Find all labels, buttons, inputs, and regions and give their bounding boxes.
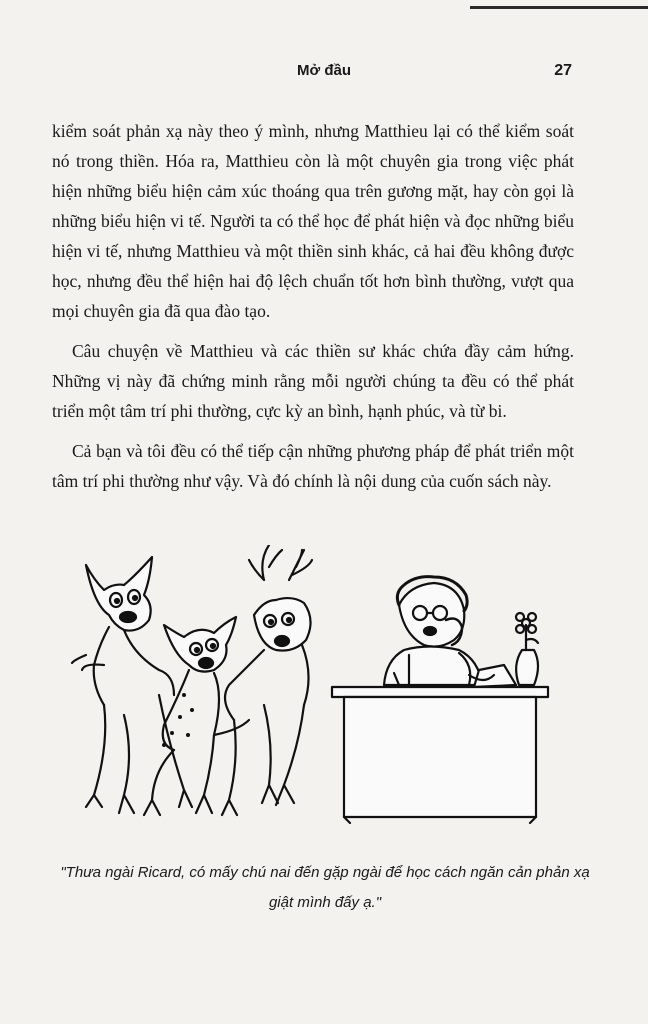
body-text — [52, 116, 574, 506]
cartoon-illustration — [64, 545, 554, 845]
top-rule — [470, 6, 648, 9]
paragraph: Cả bạn và tôi đều có thể tiếp cận những phương pháp để phát triển một tâm trí phi thường như vậy. Và đó chính là nội dung của cuốn sách này. — [52, 441, 574, 491]
flower-vase — [516, 613, 538, 685]
deer-left — [72, 557, 192, 813]
paragraph: kiểm soát phản xạ này theo ý mình, nhưng Matthieu lại có thể kiểm soát nó trong thiền. Hóa ra, Matthieu còn là một chuyên gia trong việc phát hiện những biểu hiện cảm xúc thoáng qua trên gương mặt, hay còn gọi là những biểu hiện vi tế. Người ta có thể học để phát hiện và đọc những biểu hiện vi tế, nhưng Matthieu và một thiền sinh khác, cả hai đều không được học, nhưng đều thể hiện hai độ lệch chuẩn tốt hơn bình thường, vượt qua mọi chuyên gia đã qua đào tạo. — [52, 121, 574, 321]
deer-antlered — [222, 545, 312, 815]
secretary-figure — [384, 577, 482, 685]
paragraph: Câu chuyện về Matthieu và các thiền sư khác chứa đầy cảm hứng. Những vị này đã chứng minh rằng mỗi người chúng ta đều có thể phát triển một tâm trí phi thường, cực kỳ an bình, hạnh phúc, và từ bi. — [52, 341, 574, 421]
illustration-caption: "Thưa ngài Ricard, có mấy chú nai đến gặp ngài để học cách ngăn cản phản xạ giật mình đấy ạ." — [60, 864, 590, 911]
page-header — [0, 62, 648, 86]
desk — [332, 687, 548, 823]
page-number: 27 — [554, 62, 572, 79]
chapter-title: Mở đầu — [297, 62, 351, 79]
